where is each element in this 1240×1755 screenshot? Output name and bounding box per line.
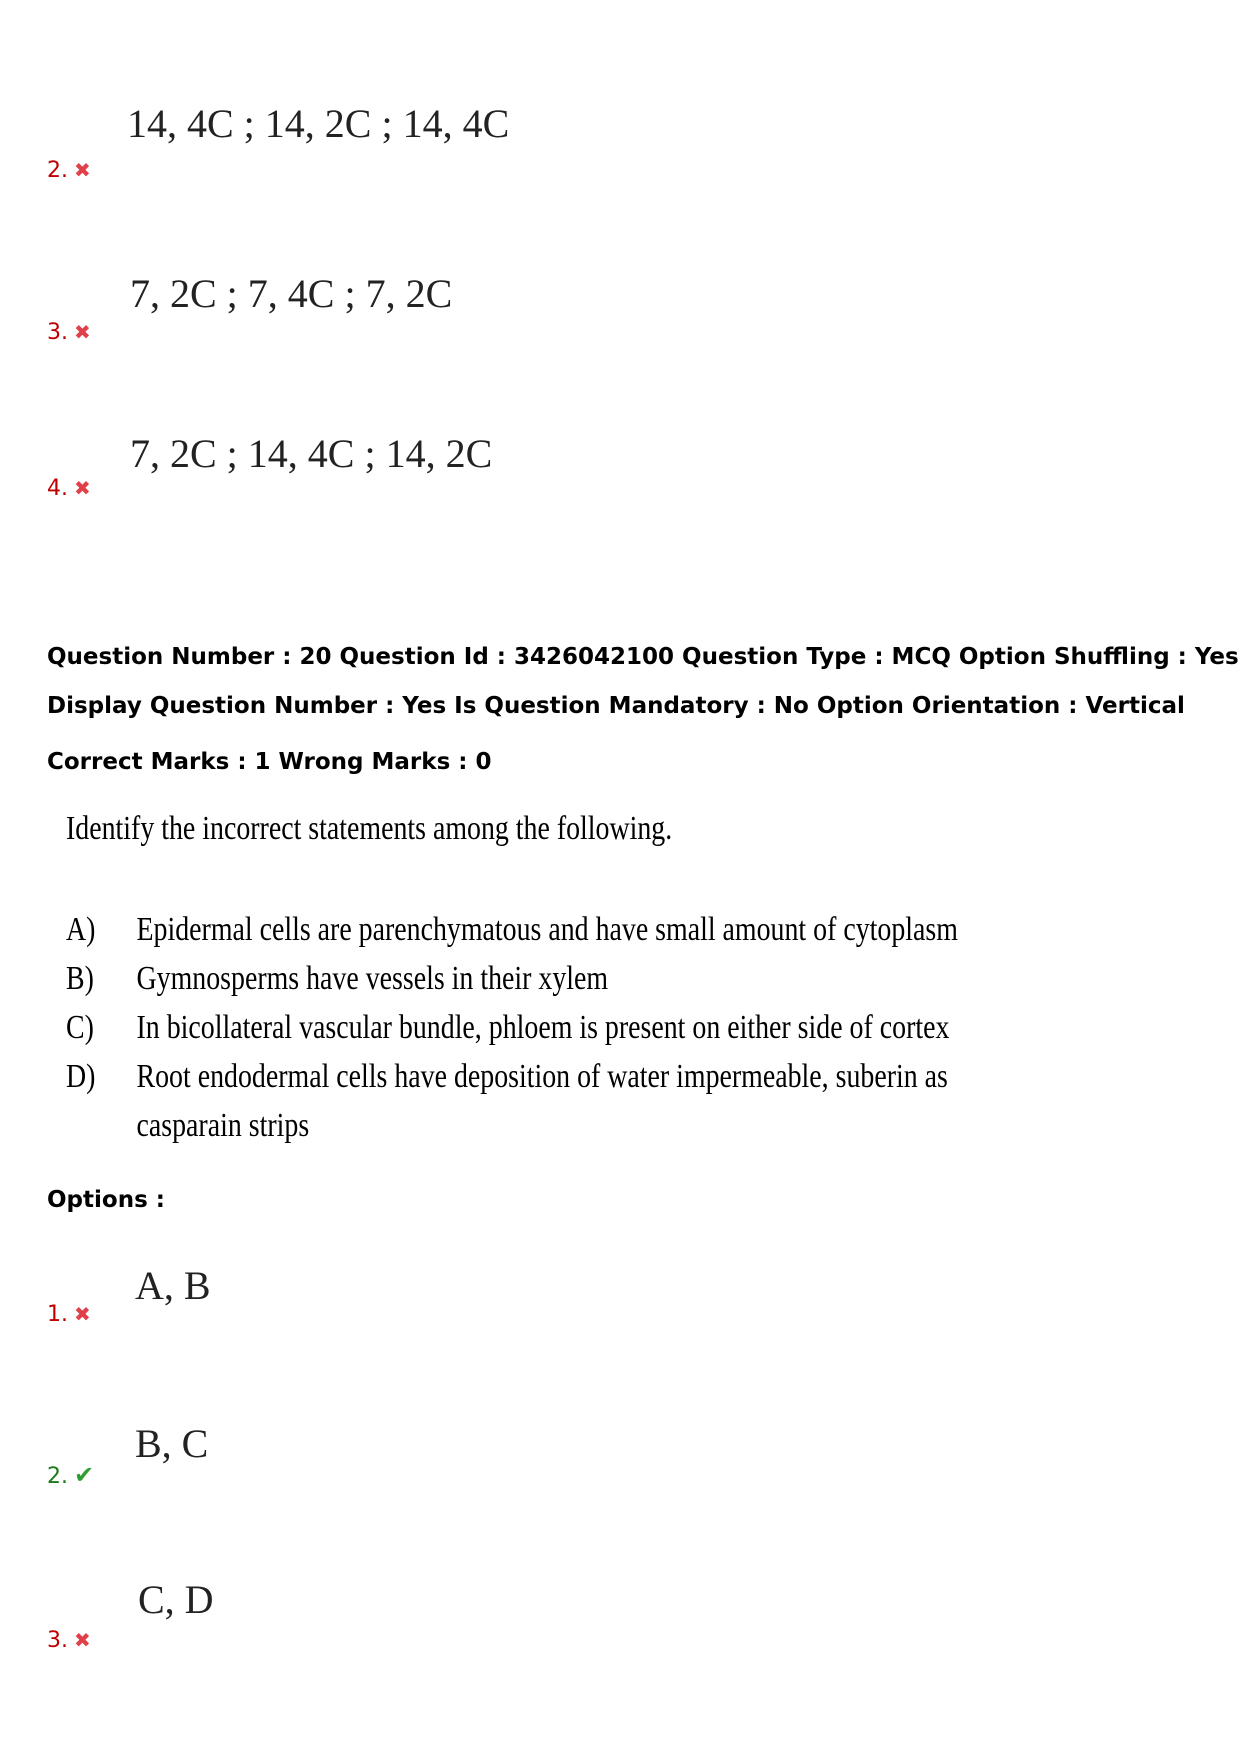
cross-mark-icon: ✖ — [74, 320, 91, 344]
options-label: Options : — [47, 1187, 165, 1213]
prev-option-2-number: 2. ✖ — [47, 158, 91, 183]
option-1-text: A, B — [135, 1263, 211, 1308]
statement-b — [66, 954, 842, 1003]
prev-option-4-number: 4. ✖ — [47, 476, 91, 501]
option-3-number: 3. ✖ — [47, 1628, 91, 1653]
statement-text: Epidermal cells are parenchymatous and have small amount of cytoplasm — [136, 911, 958, 948]
option-1-number: 1. ✖ — [47, 1302, 91, 1327]
prev-option-2-text: 14, 4C ; 14, 2C ; 14, 4C — [127, 101, 510, 146]
option-3-text: C, D — [138, 1577, 214, 1622]
statement-d-continuation — [66, 1101, 842, 1150]
question-meta-line-2: Display Question Number : Yes Is Question Mandatory : No Option Orientation : Vertical — [47, 693, 1185, 719]
statement-text: Gymnosperms have vessels in their xylem — [136, 960, 609, 997]
statement-c — [66, 1003, 950, 1052]
statement-key: B) — [66, 960, 94, 997]
prev-option-3-text: 7, 2C ; 7, 4C ; 7, 2C — [130, 271, 453, 316]
check-mark-icon: ✔ — [74, 1461, 95, 1489]
statement-key: C) — [66, 1009, 94, 1046]
statement-text: In bicollateral vascular bundle, phloem is present on either side of cortex — [136, 1009, 950, 1046]
statement-key: A) — [66, 911, 96, 948]
prev-option-4-text: 7, 2C ; 14, 4C ; 14, 2C — [130, 431, 493, 476]
question-meta-line-1: Question Number : 20 Question Id : 3426042100 Question Type : MCQ Option Shuffling : Yes — [47, 644, 1239, 670]
question-stem: Identify the incorrect statements among the following. — [66, 810, 673, 847]
statement-text: Root endodermal cells have deposition of water impermeable, suberin as — [136, 1058, 948, 1095]
cross-mark-icon: ✖ — [74, 1628, 91, 1652]
option-2-text: B, C — [135, 1421, 209, 1466]
option-2-number: 2. ✔ — [47, 1461, 95, 1489]
cross-mark-icon: ✖ — [74, 476, 91, 500]
statement-d — [66, 1052, 948, 1101]
statement-a — [66, 905, 958, 954]
statement-text-continuation: casparain strips — [136, 1107, 310, 1144]
prev-option-3-number: 3. ✖ — [47, 320, 91, 345]
statement-key: D) — [66, 1058, 96, 1095]
question-meta-line-3: Correct Marks : 1 Wrong Marks : 0 — [47, 749, 492, 775]
statement-list — [66, 905, 958, 1150]
cross-mark-icon: ✖ — [74, 1302, 91, 1326]
cross-mark-icon: ✖ — [74, 158, 91, 182]
